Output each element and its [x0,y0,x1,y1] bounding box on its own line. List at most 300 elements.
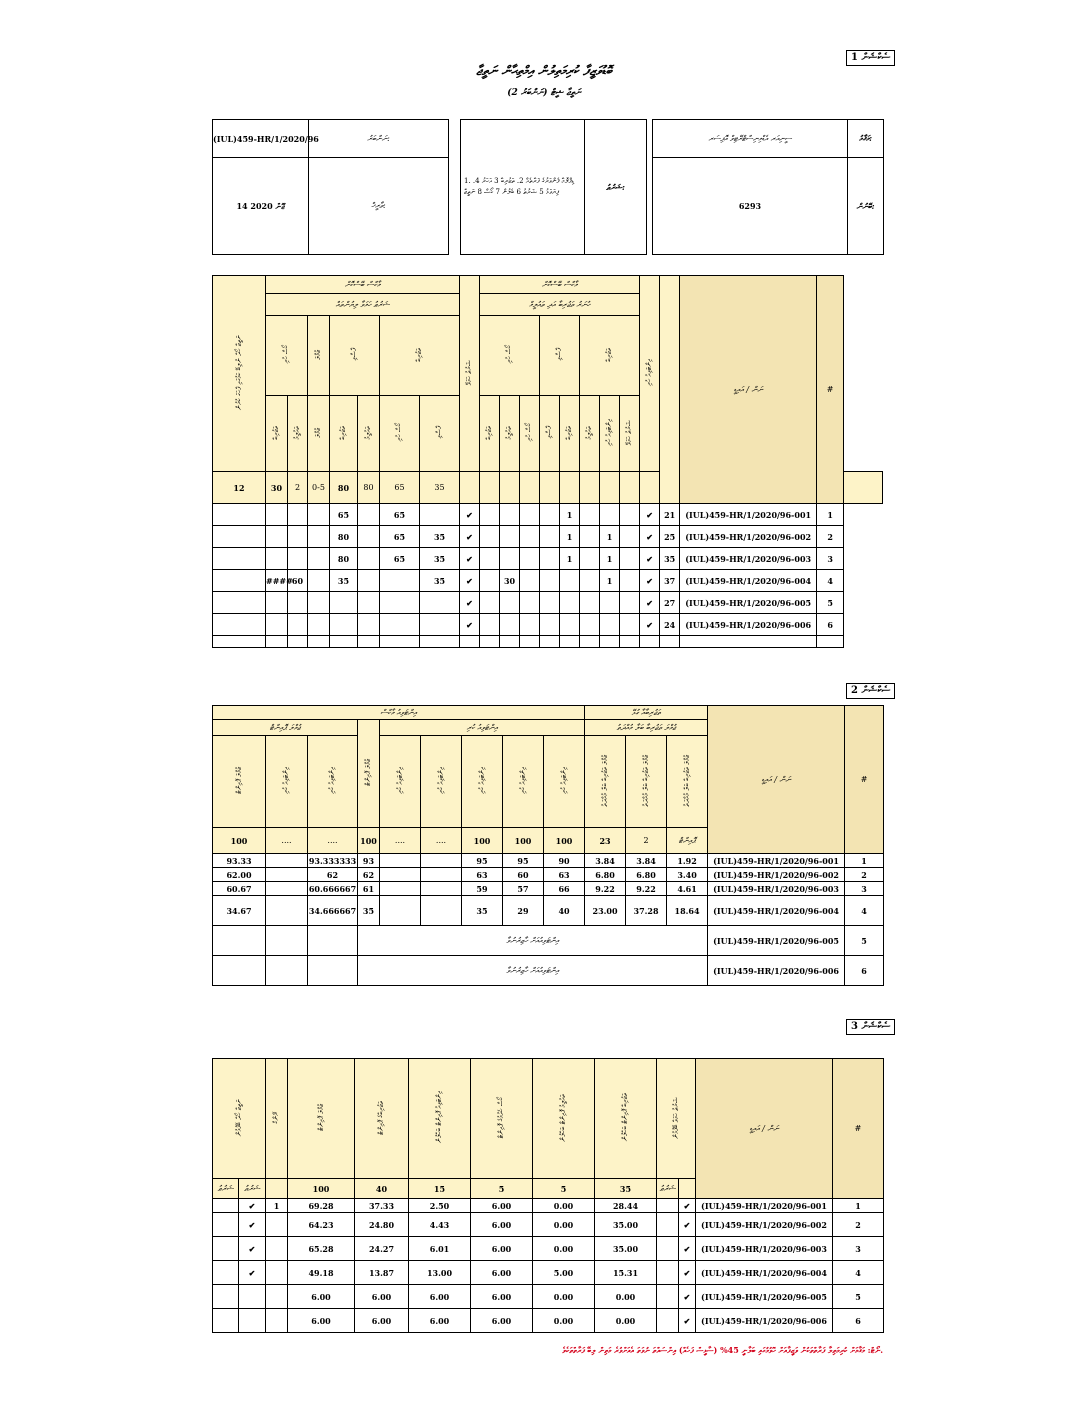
table-cell: (IUL)459-HR/1/2020/96-002 [708,868,845,882]
table-cell: 34.67 [213,896,266,926]
table-cell [657,1309,679,1333]
table-cell [308,956,358,986]
table-cell: 0.00 [595,1285,657,1309]
post-box [652,119,884,255]
table-cell: 21 [660,504,680,526]
table-cell: (IUL)459-HR/1/2020/96-005 [680,592,817,614]
table-cell [500,614,520,636]
table-cell: 9.22 [585,882,626,896]
table-cell: 35 [358,896,380,926]
date-value: 14 ޖޫން 2020 [213,158,309,255]
t1-name-header: ނަން / އައިޑީ [680,276,817,504]
table-cell [560,570,580,592]
table-cell [308,592,330,614]
table-cell [480,570,500,592]
table-cell: 2 [845,868,884,882]
table-cell [358,548,380,570]
table-cell [213,1199,239,1213]
table-cell: 5 [845,926,884,956]
table-cell: އިންޓަވިއުއަށް ހާޒިރުނުވާ [358,956,708,986]
table-cell: 6.00 [355,1285,409,1309]
table-cell [213,956,266,986]
table-cell: 37 [660,570,680,592]
table-cell: 4.61 [667,882,708,896]
table-cell [308,504,330,526]
table-cell [288,614,308,636]
table-cell [420,614,460,636]
table-cell: 1 [560,504,580,526]
table-cell: 64.23 [288,1213,355,1237]
table-cell: (IUL)459-HR/1/2020/96-004 [708,896,845,926]
table-cell [657,1199,679,1213]
table-cell: ✔ [239,1237,266,1261]
table-cell [540,548,560,570]
table-cell: 65 [380,548,420,570]
ref-label: ނަންބަރު: [309,120,449,158]
table-cell: 57 [503,882,544,896]
table-cell [600,592,620,614]
table-cell [380,896,421,926]
table-cell: (IUL)459-HR/1/2020/96-005 [708,926,845,956]
table-cell: 2 [817,526,844,548]
table-cell: ✔ [460,570,480,592]
table-cell: ✔ [679,1285,696,1309]
table-cell [266,1285,288,1309]
table-cell [288,526,308,548]
table-cell: (IUL)459-HR/1/2020/96-003 [680,548,817,570]
table-cell [266,926,308,956]
table-cell [380,868,421,882]
table-row [213,1237,884,1261]
table-cell: 35 [330,570,358,592]
table-cell [213,504,266,526]
table-cell: 35.00 [595,1213,657,1237]
table-cell: 6 [833,1309,884,1333]
table-cell: (IUL)459-HR/1/2020/96-001 [680,504,817,526]
table-cell [620,526,640,548]
table-cell: 0.00 [533,1309,595,1333]
table-cell [213,1285,239,1309]
table-row [213,956,884,986]
table-cell [580,636,600,648]
table-cell [560,614,580,636]
table-cell [213,570,266,592]
table-cell: ✔ [679,1199,696,1213]
table-cell [817,636,844,648]
section-tag-1: ސެކްޝަން 1 [846,50,895,66]
table-cell: 6 [845,956,884,986]
table-cell [480,526,500,548]
table-cell [213,548,266,570]
table-cell [660,636,680,648]
table-cell [288,636,308,648]
table-cell: 25 [660,526,680,548]
section-tag-2: ސެކްޝަން 2 [846,683,895,699]
table-cell: ✔ [460,592,480,614]
table-cell [266,548,288,570]
table-cell: 49.18 [288,1261,355,1285]
table-cell: 6.00 [355,1309,409,1333]
table-cell: 6.00 [471,1237,533,1261]
table-cell [239,1309,266,1333]
table-cell [358,570,380,592]
id-label: ބޭނުން: [848,158,884,255]
table-cell [308,926,358,956]
table-cell [288,548,308,570]
date-label: ތާރީޚް: [309,158,449,255]
table-cell: 95 [503,854,544,868]
table-cell: (IUL)459-HR/1/2020/96-006 [696,1309,833,1333]
table-cell: 60 [288,570,308,592]
table-cell [500,504,520,526]
table-row [213,570,883,592]
table-cell [266,956,308,986]
table-cell [358,504,380,526]
table-cell [640,636,660,648]
table-cell: 3.40 [667,868,708,882]
table-cell [480,636,500,648]
table-cell: ✔ [679,1261,696,1285]
table-row [213,504,883,526]
table-cell: ✔ [460,548,480,570]
t1-num-header: # [817,276,844,504]
table-cell: 5.00 [533,1261,595,1285]
table-cell: 69.28 [288,1199,355,1213]
table-cell: 6.00 [409,1285,471,1309]
table-cell: 63 [544,868,585,882]
table-row [213,882,884,896]
table-cell [657,1213,679,1237]
table-cell: 6.00 [471,1285,533,1309]
table-cell: 65 [330,504,358,526]
footnote: ނޯޓް: މަޤާމަށް ކުރިމަތިލާ ފަރާތްތަކުން ވަޒީފާއަށް ހޮވުމުގައި ބަލާނީ 45% (ސާޅީސް ފަހެއް) އިންސައްތަ ނުވަތަ އެއަށްވުރެ މަތިން ލިބޭ ފަރާތްތަކެވެ. [562,1345,883,1355]
table-cell [308,526,330,548]
table-cell: 35.00 [595,1237,657,1261]
table-cell [620,504,640,526]
table-cell: 6.00 [288,1309,355,1333]
table-cell [500,526,520,548]
table-cell: 6.80 [585,868,626,882]
table-cell: ✔ [460,526,480,548]
table-cell: 0.00 [533,1285,595,1309]
table-cell [330,614,358,636]
table-cell: 37.28 [626,896,667,926]
table-cell: 24.27 [355,1237,409,1261]
table-row [213,1261,884,1285]
table-cell: 6.80 [626,868,667,882]
table-cell: 15.31 [595,1261,657,1285]
table-cell: 35 [420,548,460,570]
table-cell [580,614,600,636]
table-cell: 6.00 [471,1213,533,1237]
table-cell [500,636,520,648]
table-cell [213,1237,239,1261]
table-cell [213,614,266,636]
table-cell: 18.64 [667,896,708,926]
table-cell: 2 [833,1213,884,1237]
table-cell [213,1261,239,1285]
page-subtitle: ނަތީޖާ ޝީޓް (ނަންބަރު 2) [507,88,581,98]
table-cell: 6.00 [471,1199,533,1213]
table-cell: 6 [817,614,844,636]
table-row [213,614,883,636]
table-cell [620,570,640,592]
table-cell: (IUL)459-HR/1/2020/96-003 [708,882,845,896]
table-cell [330,592,358,614]
table-cell [213,926,266,956]
table-cell [480,592,500,614]
id-value: 6293 [653,158,848,255]
table-cell: 63 [462,868,503,882]
table-cell [266,614,288,636]
t2-group-main: އިންޓަވިއު މާކްސް [213,706,585,720]
requirements-label: ޝަރުޠު: [585,120,647,255]
table-cell: 6.01 [409,1237,471,1261]
table-cell [657,1261,679,1285]
table-cell: 90 [544,854,585,868]
table-cell [421,896,462,926]
table-cell [540,614,560,636]
table-cell: 1 [266,1199,288,1213]
table-cell: 28.44 [595,1199,657,1213]
table-cell [540,570,560,592]
table-cell: #### [266,570,288,592]
table-cell: 95 [462,854,503,868]
table-cell [520,526,540,548]
table-cell [580,504,600,526]
table-cell [380,614,420,636]
table-cell [520,636,540,648]
table-cell: 6.00 [409,1309,471,1333]
table-cell: 1 [833,1199,884,1213]
requirements-text: 1. ޑިޕްލޮމާ ފެންވަރުގެ ފަރާތެއް 2. ތަޖުރިބާ 3 އަހަރު 4. ފިޔަވަޅު 5 ޝަރުޠު 6 ބެލުން 7 ކޯސް 8 ނަތީޖާ [461,120,585,255]
table-cell [540,526,560,548]
post-value: ސީނިއަރ އެޑްމިނިސްޓްރޭޓިވް އޮފިސަރ [653,120,848,158]
t2-max-row: 100 .... .... 100 .... .... 100 100 100 23 2 ޕޮއިންޓް [213,828,884,854]
table-cell: 1 [600,548,620,570]
table-row [213,868,884,882]
table-cell [266,636,288,648]
table-cell: 35 [420,570,460,592]
table-row [213,548,883,570]
table-cell [358,636,380,648]
table-cell [266,504,288,526]
table-row [213,926,884,956]
table-cell: 24.80 [355,1213,409,1237]
table-cell: 6.00 [471,1261,533,1285]
table-cell [560,592,580,614]
table-cell: 80 [330,548,358,570]
table-cell [580,592,600,614]
table-cell [460,636,480,648]
table-cell: (IUL)459-HR/1/2020/96-001 [696,1199,833,1213]
table-cell [213,592,266,614]
table-cell: ✔ [460,504,480,526]
table-cell: 65 [380,504,420,526]
table-cell [620,636,640,648]
table-cell: ✔ [640,504,660,526]
table-cell [266,1261,288,1285]
table-cell [358,614,380,636]
criteria-table: ނަތީޖާ ހޯދާ ނުލިބޭ ކަމުގައި ފާހަގަ ކުރުން މާކްސް ބޭސްކޮށް ޝަރުޠު ހަމަވޭ މާކްސް ބޭސްކޮށް އިންޓަވިއު ހުރި ނަން / އައިޑީ # ޝަރުޠު ހަމަވާ ލިޔުންތައް ހުނަރު ތަޖުރިބާ އަދި ތައުލީމް ކޯސް ހުރި ޖުމްލަ ފާސްވި ތަޖުރިބާ ކޯސް ހުރި ފާސްވި ތަޖުރިބާ ތަޖުރިބާ ތައުލީމު ޖުމްލަ ތަޖުރިބާ ތައުލީމު ކޯސް ހުރި ފާސްވި ތަޖުރިބާ ތައުލީމު ކޯސް ހުރި ފާސްވި ތަޖުރިބާ ތައުލީމު އިންޓަވިއު ހުރި ޝަރުޠު ހަމަވޭ 12 30 2 0-5 80 80 65 35 65 65 ✔ 1 ✔ 21 (IUL)459-HR/1/2020/96-001 1 80 65 35 ✔ 1 1 ✔ 25 (IUL)459-HR/1/2020/96-002 2 80 65 35 ✔ 1 1 ✔ 35 (IUL)459-HR/1/2020/96-003 3 #### 60 35 35 ✔ 30 1 ✔ 37 (IUL)459-HR/1/2020/96-004 4 ✔ ✔ 27 (IUL)459-HR/1/2020/96-005 5 ✔ ✔ 24 (IUL)459-HR/1/2020/96-006 6 [212,275,883,648]
table-cell: 0.00 [595,1309,657,1333]
table-cell [288,504,308,526]
table-cell: ✔ [679,1237,696,1261]
table-cell: 29 [503,896,544,926]
table-cell [580,570,600,592]
table-cell: 3 [833,1237,884,1261]
table-cell: 9.22 [626,882,667,896]
table-row [213,896,884,926]
table-cell: 60 [503,868,544,882]
table-cell: 30 [500,570,520,592]
table-cell [540,636,560,648]
table-cell: 62 [308,868,358,882]
table-cell [480,614,500,636]
t2-group-exp: ތަޖުރިބާއާ ގުޅޭ [585,706,708,720]
table-cell: (IUL)459-HR/1/2020/96-002 [680,526,817,548]
table-cell [380,636,420,648]
table-cell: 4 [817,570,844,592]
section-tag-3: ސެކްޝަން 3 [846,1019,895,1035]
table-cell [540,592,560,614]
table-cell: (IUL)459-HR/1/2020/96-003 [696,1237,833,1261]
table-cell: 13.87 [355,1261,409,1285]
table-cell [480,548,500,570]
table-cell [500,548,520,570]
table-cell: ✔ [640,614,660,636]
table-cell [680,636,817,648]
table-cell: 60.67 [213,882,266,896]
table-cell: 61 [358,882,380,896]
table-cell: 24 [660,614,680,636]
table-cell: (IUL)459-HR/1/2020/96-001 [708,854,845,868]
table-cell: 1 [845,854,884,868]
table-cell [358,526,380,548]
table-cell [620,614,640,636]
table-cell: (IUL)459-HR/1/2020/96-006 [708,956,845,986]
table-cell: 27 [660,592,680,614]
table-cell [308,636,330,648]
table-cell [288,592,308,614]
table-row [213,1309,884,1333]
table-cell: 65 [380,526,420,548]
table-cell [308,570,330,592]
table-cell [266,896,308,926]
table-cell: 5 [817,592,844,614]
table-cell [420,592,460,614]
table-cell [213,1213,239,1237]
table-cell: ✔ [239,1261,266,1285]
table-cell: 35 [420,526,460,548]
table-cell [600,504,620,526]
table-cell: 93 [358,854,380,868]
post-label: މަޤާމު: [848,120,884,158]
table-cell: 4 [845,896,884,926]
table-cell: 23.00 [585,896,626,926]
table-cell: 6.00 [471,1309,533,1333]
table-cell [213,1309,239,1333]
table-cell: 0.00 [533,1199,595,1213]
table-cell [520,504,540,526]
table-row [213,1285,884,1309]
table-cell [380,854,421,868]
table-cell: (IUL)459-HR/1/2020/96-006 [680,614,817,636]
table-cell [213,636,266,648]
table-cell: 93.33 [213,854,266,868]
table-cell [380,592,420,614]
table-cell [420,636,460,648]
table-cell [520,614,540,636]
table-cell: 1 [817,504,844,526]
table-cell [330,636,358,648]
table-cell [308,548,330,570]
table-cell: ✔ [640,570,660,592]
ref-date-box [212,119,449,255]
table-cell: 3 [817,548,844,570]
table-cell: 1 [560,548,580,570]
table-cell: 59 [462,882,503,896]
table-cell [308,614,330,636]
result-table: ނަތީޖާ ހޯދާ ބޭފުޅުން ރޭންކް ޖުމްލަ ޕޮއިންޓް ތަޖުރިބާގެ ޕޮއިންޓް އިންޓަވިއު ޕޮއިންޓް ބަހާލުން ކޯސް ހެދުމުގެ ޕޮއިންޓް ތައުލީމު ޕޮއިންޓް ބަހާލުން ތަޖުރިބާ ޕޮއިންޓް ބަހާލުން ޝަރުޠު ހަމަވާ ބޭފުޅުން ނަން / އައިޑީ # ޝަރުޠު ޝަރުޠު 100 40 15 5 5 35 ޝަރުޠު ✔ 1 69.28 37.33 2.50 6.00 0.00 28.44 ✔ (IUL)459-HR/1/2020/96-001 1 ✔ 64.23 24.80 4.43 6.00 0.00 35.00 ✔ (IUL)459-HR/1/2020/96-002 2 ✔ 65.28 24.27 6.01 6.00 0.00 35.00 ✔ (IUL)459-HR/1/2020/96-003 3 ✔ 49.18 13.87 13.00 6.00 5.00 15.31 ✔ (IUL)459-HR/1/2020/96-004 4 6.00 6.00 6.00 6.00 0.00 0.00 ✔ (IUL)459-HR/1/2020/96-005 5 6.00 6.00 6.00 6.00 0.00 0.00 ✔ (IUL)459-HR/1/2020/96-006 6 [212,1058,884,1333]
table-cell [213,526,266,548]
t3-max-row: ޝަރުޠު ޝަރުޠު 100 40 15 5 5 35 ޝަރުޠު [213,1179,884,1199]
table-cell: 93.333333 [308,855,357,866]
table-cell [657,1237,679,1261]
table-cell: 1.92 [667,854,708,868]
t1-max-row: 12 30 2 0-5 80 80 65 35 [213,472,883,504]
table-cell: ✔ [460,614,480,636]
table-cell [500,592,520,614]
table-cell [600,636,620,648]
table-cell [480,504,500,526]
table-cell [540,504,560,526]
table-cell [266,882,308,896]
table-cell: 40 [544,896,585,926]
table-cell: 13.00 [409,1261,471,1285]
table-cell [266,1213,288,1237]
table-cell: 3.84 [585,854,626,868]
table-cell: 4 [833,1261,884,1285]
table-cell: 37.33 [355,1199,409,1213]
table-cell: 35 [660,548,680,570]
table-cell: 34.666667 [308,896,358,926]
table-cell: 35 [462,896,503,926]
table-cell [421,882,462,896]
table-cell: 62.00 [213,868,266,882]
table-cell: 4.43 [409,1213,471,1237]
table-row [213,592,883,614]
table-row [213,854,884,868]
table-cell: 5 [833,1285,884,1309]
page-title: ބޮޑުވަޒީފާ ކުރިމަތިލުން އިމްތިޙާން ނަތީޖާ [476,64,612,79]
table-cell [380,570,420,592]
table-cell: 65.28 [288,1237,355,1261]
table-cell [520,592,540,614]
table-cell [266,592,288,614]
table-cell: ✔ [640,526,660,548]
table-cell [266,854,308,868]
ref-value: (IUL)459-HR/1/2020/96 [213,120,309,158]
table-cell: 62 [358,868,380,882]
t1-group2: މާކްސް ބޭސްކޮށް [480,276,640,294]
table-cell: ✔ [679,1213,696,1237]
table-cell [520,548,540,570]
table-row [213,526,883,548]
table-cell: 1 [600,570,620,592]
table-cell: 1 [560,526,580,548]
table-cell [421,868,462,882]
